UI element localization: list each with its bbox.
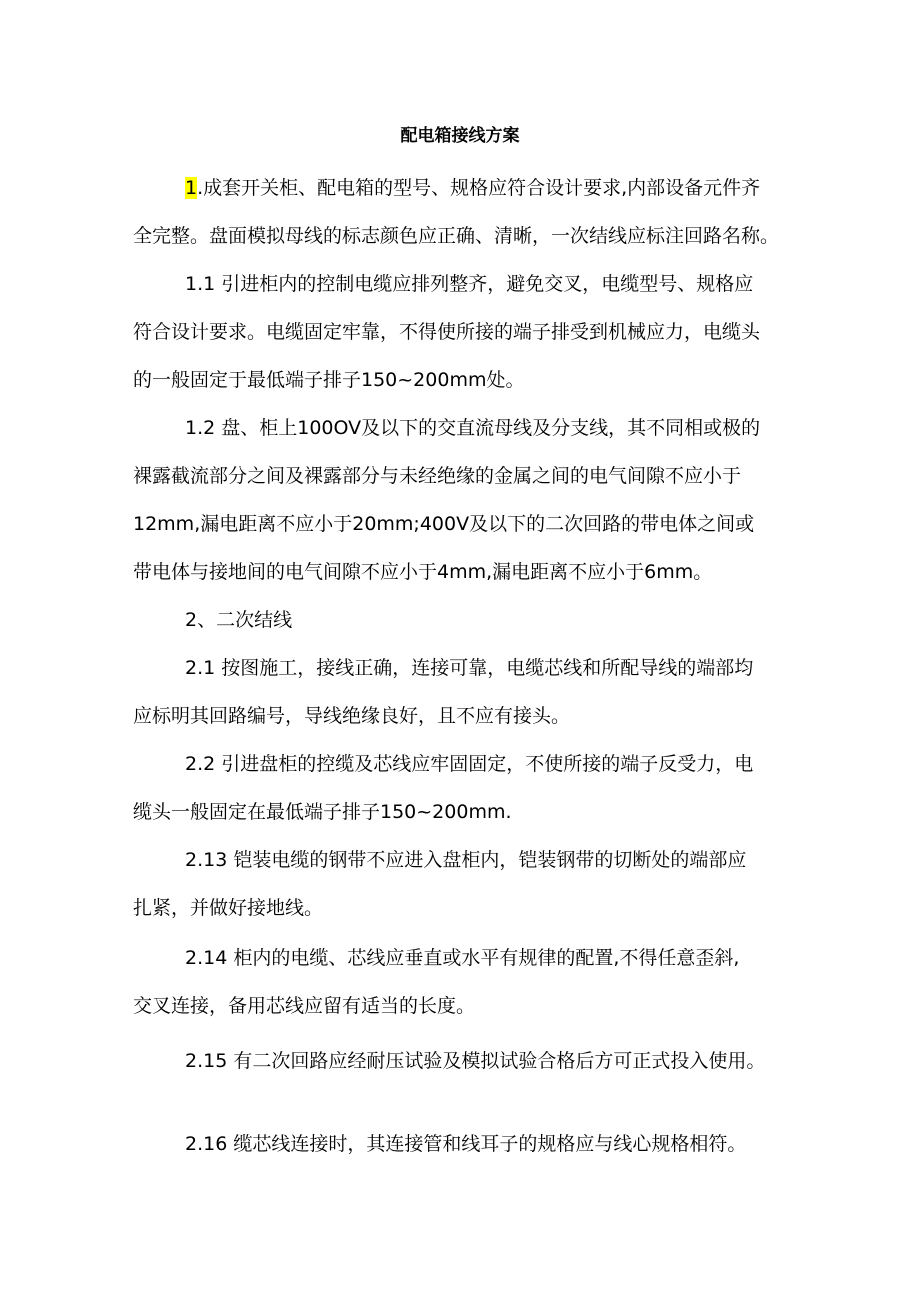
paragraph-2-2-line-2: 缆头一般固定在最低端子排子150~200mm. — [133, 801, 512, 823]
paragraph-1-line-2: 全完整。盘面模拟母线的标志颜色应正确、清晰，一次结线应标注回路名称。 — [133, 225, 780, 247]
paragraph-text: .成套开关柜、配电箱的型号、规格应符合设计要求,内部设备元件齐 — [197, 177, 761, 199]
paragraph-1-1-line-3: 的一般固定于最低端子排子150~200mm处。 — [133, 369, 525, 391]
paragraph-1-1-line-1: 1.1 引进柜内的控制电缆应排列整齐，避免交叉，电缆型号、规格应 — [185, 273, 754, 295]
document-title: 配电箱接线方案 — [400, 126, 520, 146]
paragraph-1-line-1 — [185, 164, 850, 212]
paragraph-1-2-line-2: 裸露截流部分之间及裸露部分与未经绝缘的金属之间的电气间隙不应小于 — [133, 465, 742, 487]
paragraph-2-13-line-2: 扎紧，并做好接地线。 — [133, 897, 324, 919]
paragraph-2-1-line-1: 2.1 按图施工，接线正确，连接可靠，电缆芯线和所配导线的端部均 — [185, 657, 754, 679]
paragraph-2-15: 2.15 有二次回路应经耐压试验及模拟试验合格后方可正式投入使用。 — [185, 1050, 766, 1072]
paragraph-2-14-line-1: 2.14 柜内的电缆、芯线应垂直或水平有规律的配置,不得任意歪斜, — [185, 947, 740, 969]
paragraph-1-2-line-1: 1.2 盘、柜上100OV及以下的交直流母线及分支线，其不同相或极的 — [185, 417, 761, 439]
paragraph-2-16: 2.16 缆芯线连接时，其连接管和线耳子的规格应与线心规格相符。 — [185, 1133, 747, 1155]
paragraph-1-2-line-4: 带电体与接地间的电气间隙不应小于4mm,漏电距离不应小于6mm。 — [133, 561, 713, 583]
paragraph-2-14-line-2: 交叉连接，备用芯线应留有适当的长度。 — [133, 995, 476, 1017]
paragraph-2-2-line-1: 2.2 引进盘柜的控缆及芯线应牢固固定，不使所接的端子反受力，电 — [185, 753, 754, 775]
paragraph-2-13-line-1: 2.13 铠装电缆的钢带不应进入盘柜内，铠装钢带的切断处的端部应 — [185, 849, 747, 871]
paragraph-1-2-line-3: 12mm,漏电距离不应小于20mm;400V及以下的二次回路的带电体之间或 — [133, 513, 755, 535]
highlighted-number: 1 — [185, 177, 198, 199]
section-2-heading: 2、二次结线 — [185, 609, 293, 631]
paragraph-2-1-line-2: 应标明其回路编号，导线绝缘良好，且不应有接头。 — [133, 705, 571, 727]
paragraph-1-1-line-2: 符合设计要求。电缆固定牢靠，不得使所接的端子排受到机械应力，电缆头 — [133, 321, 761, 343]
